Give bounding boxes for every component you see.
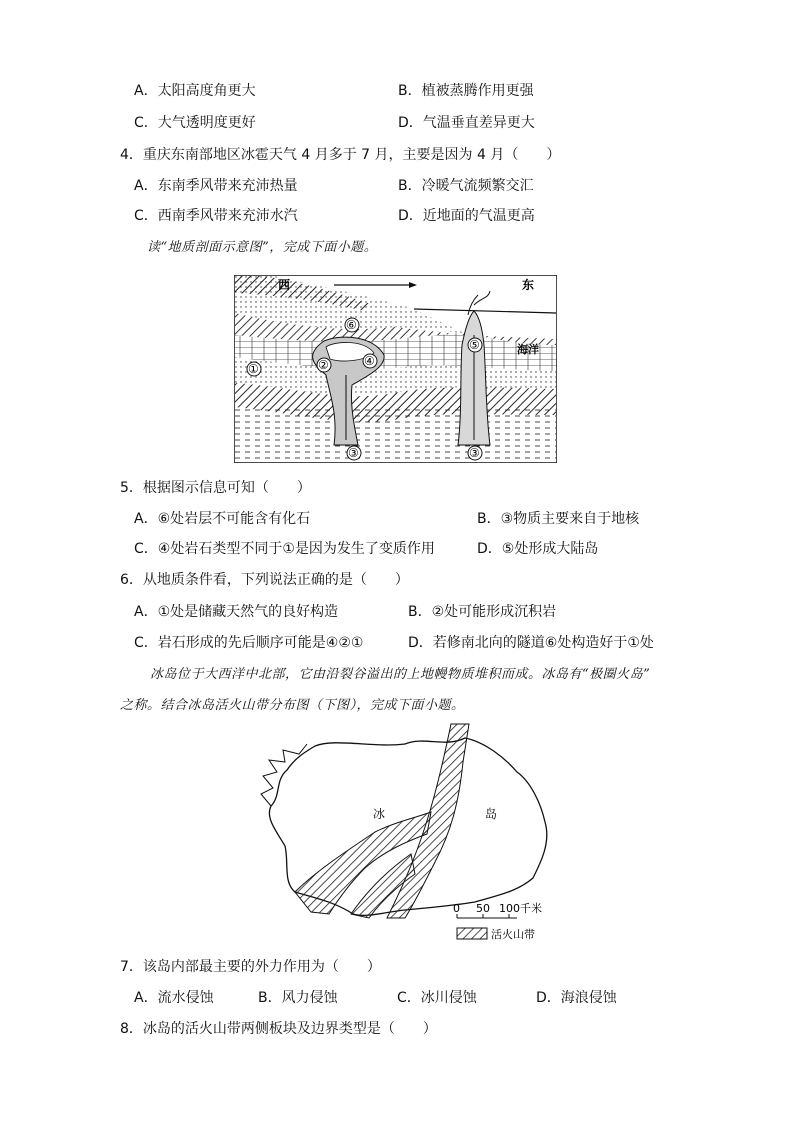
q7-option-d: D．海浪侵蚀	[536, 990, 617, 1006]
q5-stem: 5．根据图示信息可知（ ）	[120, 480, 311, 496]
q3-option-a: A．太阳高度角更大	[134, 83, 256, 99]
q3-option-c: C．大气透明度更好	[134, 115, 256, 131]
iceland-volcano-map	[255, 722, 555, 950]
q7-option-b: B．风力侵蚀	[258, 990, 338, 1006]
marker-1: ①	[248, 362, 259, 376]
label-west: 西	[278, 278, 291, 292]
q3-option-d: D．气温垂直差异更大	[398, 115, 535, 131]
q7-option-a: A．流水侵蚀	[134, 990, 214, 1006]
section1-intro: 读“地质剖面示意图”，完成下面小题。	[147, 240, 378, 255]
q4-option-b: B．冷暖气流频繁交汇	[398, 178, 534, 194]
q7-option-c: C．冰川侵蚀	[397, 990, 477, 1006]
q4-option-d: D．近地面的气温更高	[398, 208, 535, 224]
q6-option-b: B．②处可能形成沉积岩	[408, 604, 557, 620]
marker-6: ⑥	[346, 318, 357, 332]
q8-stem: 8．冰岛的活火山带两侧板块及边界类型是（ ）	[120, 1021, 437, 1037]
geologic-section-figure	[234, 275, 557, 463]
section2-intro-line1: 冰岛位于大西洋中北部，它由沿裂谷溢出的上地幔物质堆积而成。冰岛有“极圈火岛”	[150, 667, 651, 682]
q7-stem: 7．该岛内部最主要的外力作用为（ ）	[120, 959, 381, 975]
label-ocean: 海洋	[517, 343, 539, 356]
marker-2: ②	[318, 358, 329, 372]
scale-50: 50	[476, 902, 490, 915]
marker-3a: ③	[348, 446, 359, 460]
q3-option-b: B．植被蒸腾作用更强	[398, 83, 534, 99]
q5-option-c: C．④处岩石类型不同于①是因为发生了变质作用	[134, 541, 435, 557]
scale-100: 100千米	[499, 902, 542, 915]
q4-option-c: C．西南季风带来充沛水汽	[134, 208, 298, 224]
label-east: 东	[522, 278, 535, 292]
marker-4: ④	[364, 354, 375, 368]
section2-intro-line2: 之称。结合冰岛活火山带分布图（下图），完成下面小题。	[120, 698, 465, 713]
marker-3b: ③	[469, 446, 480, 460]
q6-option-d: D．若修南北向的隧道⑥处构造好于①处	[408, 635, 654, 651]
q5-option-d: D．⑤处形成大陆岛	[477, 541, 599, 557]
q6-option-a: A．①处是储藏天然气的良好构造	[134, 604, 339, 620]
q4-option-a: A．东南季风带来充沛热量	[134, 178, 298, 194]
q5-option-a: A．⑥处岩层不可能含有化石	[134, 511, 311, 527]
marker-5: ⑤	[469, 338, 480, 352]
q6-option-c: C．岩石形成的先后顺序可能是④②①	[134, 635, 364, 651]
label-dao: 岛	[485, 807, 498, 821]
q6-stem: 6．从地质条件看，下列说法正确的是（ ）	[120, 572, 409, 588]
label-bing: 冰	[373, 807, 386, 821]
legend-label: 活火山带	[491, 928, 535, 941]
q4-stem: 4．重庆东南部地区冰雹天气 4 月多于 7 月，主要是因为 4 月（ ）	[120, 147, 561, 163]
scale-0: 0	[453, 902, 460, 915]
q5-option-b: B．③物质主要来自于地核	[477, 511, 640, 527]
